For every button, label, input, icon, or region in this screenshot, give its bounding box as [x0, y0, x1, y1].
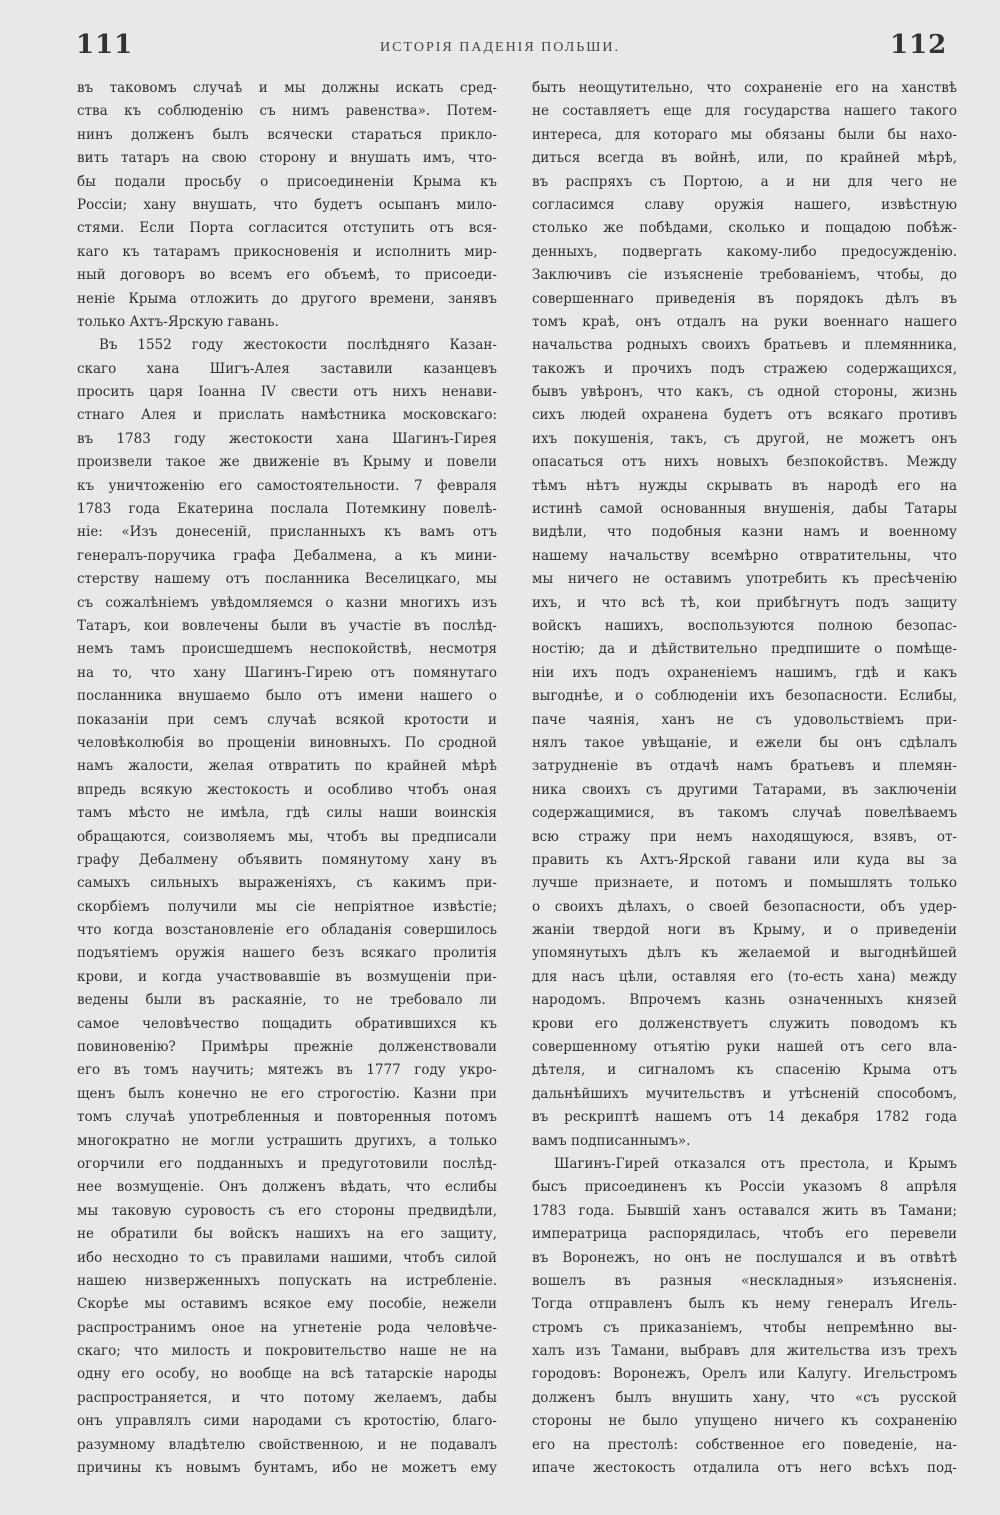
text-line: императрица распорядилась, чтобъ его перевели [532, 1226, 957, 1243]
text-line: затрудненіе въ отдачѣ намъ братьевъ и племян- [532, 758, 957, 775]
text-line: городовъ: Воронежъ, Орелъ или Калугу. Игельстромъ [532, 1366, 957, 1383]
text-line: ства къ соблюденію съ нимъ равенства». Потем- [77, 103, 497, 120]
text-line: распространяется, и что потому желаемъ, дабы [77, 1389, 497, 1406]
text-line: посланника внушаемо было отъ имени нашего о [77, 688, 497, 705]
text-line: дальнѣйшихъ мучительствъ и утѣсненій способомъ, [532, 1085, 957, 1102]
running-title: ИСТОРІЯ ПАДЕНІЯ ПОЛЬШИ. [380, 40, 620, 55]
text-line: жаніи твердой ноги въ Крыму, и о приведеніи [532, 922, 957, 939]
text-line: нашему начальству всемѣрно отвратительны, что [532, 547, 957, 564]
text-line: упомянутыхъ дѣлъ къ желаемой и выгоднѣйшей [532, 945, 957, 962]
text-line: нинъ долженъ былъ всячески стараться прикло- [77, 126, 497, 143]
text-line: Татаръ, кои вовлечены были въ участіе въ послѣд- [77, 617, 497, 634]
text-line: самое человѣчество пощадить обратившихся къ [77, 1015, 497, 1032]
text-line: долженъ былъ внушить хану, что «съ русской [532, 1389, 957, 1406]
text-line: Въ 1552 году жестокости послѣдняго Казан- [99, 337, 497, 354]
text-line: стями. Если Порта согласится отступить отъ вся- [77, 220, 497, 237]
text-line: скорбіемъ получили мы сіе непріятное извѣстіе; [77, 898, 497, 915]
text-line: повиновенію? Примѣры прежніе долженствовали [77, 1039, 497, 1056]
text-line: ника своихъ съ другими Татарами, въ заключеніи [532, 781, 957, 798]
text-line: быть неощутительно, что сохраненіе его на ханствѣ [532, 80, 957, 96]
text-line: ведены были въ раскаяніе, то не требовало ли [77, 992, 497, 1009]
text-line: 1783 года Екатерина послала Потемкину повелѣ- [77, 501, 497, 518]
text-line: бывъ увѣронъ, что какъ, съ одной стороны, жизнь [532, 384, 957, 401]
text-line: ніи ихъ подъ охраненіемъ нашимъ, гдѣ и какъ [532, 664, 957, 681]
text-line: выгоднѣе, и о соблюденіи ихъ безопасности. Еслибы, [532, 688, 957, 705]
text-line: 1783 года. Бывшій ханъ оставался жить въ Тамани; [532, 1202, 957, 1219]
text-line: его на престолѣ: собственное его поведеніе, на- [532, 1436, 957, 1453]
text-line: показаніи при семъ случаѣ всякой кротости и [77, 711, 497, 728]
text-line: не составляетъ еще для государства нашего такого [532, 103, 957, 120]
text-line: для насъ цѣли, оставляя его (то-есть хана) между [532, 968, 957, 985]
text-line: произвели такое же движеніе въ Крыму и повели [77, 454, 497, 471]
text-line: его въ томъ научить; мятежъ въ 1777 году укро- [77, 1062, 497, 1079]
text-line: стерству нашему отъ посланника Веселицкаго, мы [77, 571, 497, 588]
text-line: одну его особу, но вообще на всѣ татарскіе народы [77, 1366, 497, 1383]
page-number-left: 111 [76, 30, 134, 60]
text-line: на то, что хану Шагинъ-Гирею отъ помянутаго [77, 664, 497, 681]
text-line: каго къ татарамъ прикосновенія и исполнить мир- [77, 243, 497, 260]
text-line: интереса, для котораго мы обязаны были бы нахо- [532, 126, 957, 143]
text-line: всю стражу при немъ находящуюся, взявъ, от- [532, 828, 957, 845]
text-column-left [77, 77, 497, 1480]
text-line: немъ тамъ происшедшемъ неспокойствѣ, несмотря [77, 641, 497, 658]
text-line: диться всегда въ войнѣ, или, по крайней мѣрѣ, [532, 150, 957, 167]
text-line: генералъ-поручика графа Дебалмена, а къ мини- [77, 547, 497, 564]
text-line: истинѣ самой основанныя внушенія, дабы Татары [532, 501, 957, 518]
text-line: стороны не было упущено ничего къ сохраненію [532, 1413, 957, 1430]
text-line: тамъ мѣсто не имѣла, гдѣ силы наши воинскія [77, 805, 497, 822]
text-line: только Ахтъ-Ярскую гавань. [77, 313, 279, 330]
text-line: крови, и когда участвовавшіе въ возмущеніи при- [77, 968, 497, 985]
text-line: содержащимися, въ такомъ случаѣ повелѣваемъ [532, 805, 957, 822]
text-line: что когда возстановленіе его обладанія совершилось [77, 922, 497, 939]
text-line: ибо несходно то съ правилами нашими, чтобъ силой [77, 1249, 497, 1266]
text-line: видѣли, что подобныя казни намъ и военному [532, 524, 957, 541]
text-line: нее возмущеніе. Онъ долженъ вѣдать, что еслибы [77, 1179, 497, 1196]
text-column-right [532, 77, 957, 1480]
text-line: не обратили бы войскъ нашихъ на его защиту, [77, 1226, 497, 1243]
text-line: Тогда отправленъ былъ къ нему генералъ Игель- [532, 1296, 957, 1313]
text-line: многократно не могли устрашить другихъ, а только [77, 1132, 497, 1149]
text-line: ихъ, и что всѣ тѣ, кои прибѣгнутъ подъ защиту [532, 594, 957, 611]
text-line: согласимся славу оружія нашего, извѣстную [532, 196, 957, 213]
text-line: бысъ присоединенъ къ Россіи указомъ 8 апрѣля [532, 1179, 957, 1196]
text-line: человѣколюбія во прощеніи виновныхъ. По сродной [77, 734, 497, 751]
text-line: Заключивъ сіе изъясненіе требованіемъ, чтобы, до [532, 267, 957, 284]
text-line: подъятіемъ оружія нашего безъ всякаго пролитія [77, 945, 497, 962]
text-line: стромъ съ приказаніемъ, чтобы непремѣнно вы- [532, 1319, 957, 1336]
text-line: вить татаръ на свою сторону и внушать имъ, что- [77, 150, 497, 167]
text-line: денныхъ, подвергать какому-либо предосужденію. [532, 243, 957, 260]
text-line: скаго хана Шигъ-Алея заставили казанцевъ [77, 360, 497, 377]
text-line: нашею низверженныхъ попускать на истребленіе. [77, 1272, 497, 1289]
text-line: начальства родныхъ своихъ братьевъ и племянника, [532, 337, 957, 354]
text-line: совершеннаго приведенія въ порядокъ дѣлъ въ [532, 290, 957, 307]
text-line: такожъ и прочихъ подъ стражею содержащихся, [532, 360, 957, 377]
text-line: скаго; что милость и покровительство наше не на [77, 1343, 497, 1360]
text-line: о своихъ дѣлахъ, о своей безопасности, объ удер- [532, 898, 957, 915]
text-line: Скорѣе мы оставимъ всякое ему пособіе, нежели [77, 1296, 497, 1313]
text-line: распространимъ оное на угнетеніе рода человѣче- [77, 1319, 497, 1336]
text-line: онъ управлялъ сими народами съ кротостію, благо- [77, 1413, 497, 1430]
text-line: просить царя Іоанна IV свести отъ нихъ ненави- [77, 384, 497, 401]
text-line: въ 1783 году жестокости хана Шагинъ-Гирея [77, 430, 497, 447]
text-line: ихъ покушенія, такъ, съ другой, не можетъ онъ [532, 430, 957, 447]
text-line: стнаго Алея и прислать намѣстника московскаго: [77, 407, 497, 424]
text-line: мы ничего не оставимъ употребить къ пресѣченію [532, 571, 957, 588]
text-line: сихъ людей охранена будетъ отъ всякаго противъ [532, 407, 957, 424]
text-line: въ таковомъ случаѣ и мы должны искать сред- [77, 80, 497, 96]
text-line: мы таковую суровость съ его стороны предвидѣли, [77, 1202, 497, 1219]
text-line: къ уничтоженію его самостоятельности. 7 февраля [77, 477, 497, 494]
text-line: халъ изъ Тамани, выбравъ для жительства изъ трехъ [532, 1343, 957, 1360]
text-line: томъ краѣ, онъ отдалъ на руки военнаго нашего [532, 313, 957, 330]
text-line: ный договоръ во всемъ его объемѣ, то присоеди- [77, 267, 497, 284]
text-line: бы подали просьбу о присоединеніи Крыма къ [77, 173, 497, 190]
text-line: огорчили его подданныхъ и предуготовили послѣд- [77, 1155, 497, 1172]
text-line: обращаются, соизволяемъ мы, чтобъ вы предписали [77, 828, 497, 845]
text-line: опасаться отъ нихъ новыхъ безпокойствъ. Между [532, 454, 957, 471]
text-line: народомъ. Впрочемъ казнь означенныхъ князей [532, 992, 957, 1009]
text-line: паче чаянія, ханъ не съ удовольствіемъ при- [532, 711, 957, 728]
text-line: нялъ такое увѣщаніе, и ежели бы онъ сдѣлалъ [532, 734, 957, 751]
text-line: совершенному отъятію руки нашей отъ сего вла- [532, 1039, 957, 1056]
text-line: съ сожалѣніемъ увѣдомляемся о казни многихъ изъ [77, 594, 497, 611]
text-line: графу Дебалмену объявить помянутому хану въ [77, 851, 497, 868]
text-line: ностію; да и дѣйствительно предпишите о помѣще- [532, 641, 957, 658]
text-line: Шагинъ-Гирей отказался отъ престола, и Крымъ [554, 1155, 957, 1172]
text-line: тѣмъ нѣтъ нужды скрывать въ народѣ его на [532, 477, 957, 494]
text-line: въ Воронежъ, но онъ не послушался и въ отвѣтѣ [532, 1249, 957, 1266]
text-line: впредь всякую жестокость и особливо чтобъ оная [77, 781, 497, 798]
text-line: намъ жалости, желая отвратить по крайней мѣрѣ [77, 758, 497, 775]
text-line: вамъ подписаннымъ». [532, 1132, 691, 1149]
text-line: вошелъ въ разныя «нескладныя» изъясненія. [532, 1272, 957, 1289]
text-line: томъ случаѣ употребленныя и повторенныя потомъ [77, 1109, 497, 1126]
text-line: ипаче жестокость отдалила отъ него всѣхъ под- [532, 1460, 957, 1477]
text-line: дѣтеля, и сигналомъ къ спасенію Крыма отъ [532, 1062, 957, 1079]
text-line: въ распряхъ съ Портою, а и ни для чего не [532, 173, 957, 190]
text-line: войскъ нашихъ, воспользуются полною безопас- [532, 617, 957, 634]
text-line: править къ Ахтъ-Ярской гавани или куда вы за [532, 851, 957, 868]
text-line: крови его долженствуетъ служить поводомъ къ [532, 1015, 957, 1032]
text-line: разумному владѣтелю свойственною, и не подавалъ [77, 1436, 497, 1453]
text-line: щенъ былъ конечно не его строгостію. Казни при [77, 1085, 497, 1102]
text-line: въ рескриптѣ нашемъ отъ 14 декабря 1782 года [532, 1109, 957, 1126]
text-line: столько же побѣдами, сколько и пощадою побѣж- [532, 220, 957, 237]
text-line: Россіи; хану внушать, что будетъ осыпанъ мило- [77, 196, 497, 213]
text-line: самыхъ сильныхъ выраженіяхъ, съ какимъ при- [77, 875, 497, 892]
text-line: лучше признаете, и потомъ и помышлять только [532, 875, 957, 892]
text-line: неніе Крыма отложить до другого времени, занявъ [77, 290, 497, 307]
text-line: ніе: «Изъ донесеній, присланныхъ къ вамъ отъ [77, 524, 497, 541]
page-number-right: 112 [890, 30, 948, 60]
text-line: причины къ новымъ бунтамъ, ибо не можетъ ему [77, 1460, 497, 1477]
